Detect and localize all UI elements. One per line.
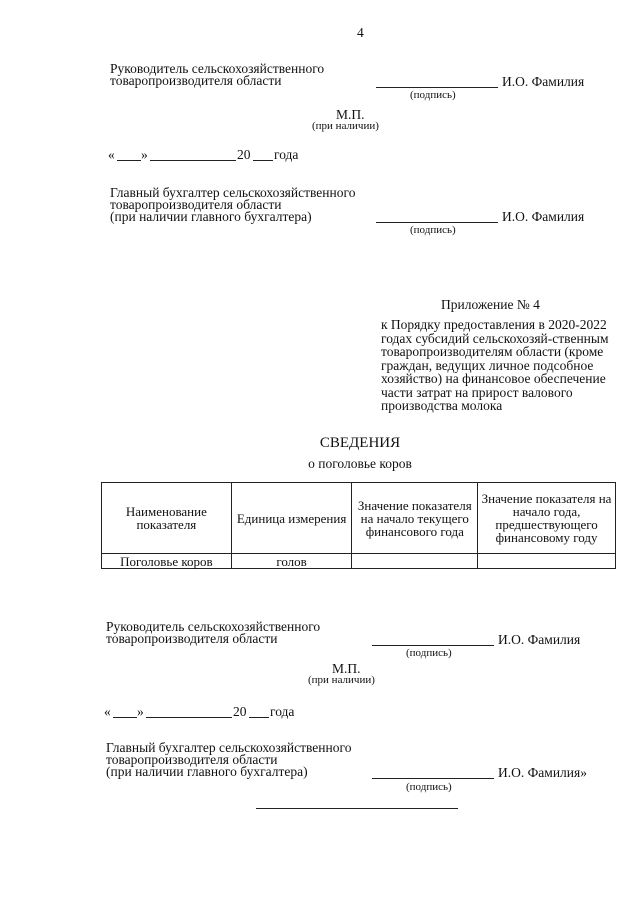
- head2-signature-line: [372, 645, 494, 646]
- stamp2-label: М.П.: [332, 661, 361, 676]
- accountant2-title-line3: (при наличии главного бухгалтера): [106, 764, 308, 779]
- cows-table: [101, 482, 616, 569]
- head2-title-line2: товаропроизводителя области: [106, 631, 278, 646]
- stamp2-note: (при наличии): [308, 674, 375, 686]
- accountant2-title-line2: товаропроизводителя области: [106, 752, 278, 767]
- accountant2-title-line1: Главный бухгалтер сельскохозяйственного: [106, 740, 352, 755]
- accountant2-signature-caption: (подпись): [406, 781, 452, 793]
- accountant-title-line3: (при наличии главного бухгалтера): [110, 209, 312, 224]
- appendix-text: к Порядку предоставления в 2020-2022 годах субсидий сельскохозяй-ственным товаропроизводителям области (кроме граждан, ведущих личное подсобное хозяйство) на финансовое обеспечение части затрат на прирост валового производства молока: [381, 317, 609, 413]
- head2-title-line1: Руководитель сельскохозяйственного: [106, 619, 321, 634]
- appendix-title: Приложение № 4: [441, 297, 540, 312]
- table-cell: [478, 554, 616, 569]
- accountant-title-line2: товаропроизводителя области: [110, 197, 282, 212]
- table-cell: Поголовье коров: [102, 554, 232, 569]
- table-row: [102, 554, 616, 569]
- table-header-cell: Наименование показателя: [102, 483, 232, 554]
- table-header-row: [102, 483, 616, 554]
- report-title: СВЕДЕНИЯ: [319, 435, 401, 451]
- accountant2-signature-line: [372, 778, 494, 779]
- accountant-signature-name: И.О. Фамилия: [502, 209, 585, 224]
- stamp-note: (при наличии): [312, 120, 379, 132]
- closing-rule: [256, 808, 458, 809]
- report-subtitle: о поголовье коров: [308, 456, 412, 471]
- head-signature-line: [376, 87, 498, 88]
- head2-signature-name: И.О. Фамилия: [498, 632, 581, 647]
- accountant-signature-caption: (подпись): [410, 224, 456, 236]
- page-number: 4: [357, 25, 364, 40]
- table-header-cell: Значение показателя на начало года, предшествующего финансовому году: [478, 483, 616, 554]
- head2-signature-caption: (подпись): [406, 647, 452, 659]
- table-cell: [352, 554, 478, 569]
- table-header-cell: Единица измерения: [231, 483, 352, 554]
- head-signature-caption: (подпись): [410, 89, 456, 101]
- accountant2-signature-name: И.О. Фамилия»: [498, 765, 587, 780]
- head-signature-name: И.О. Фамилия: [502, 74, 585, 89]
- head-title-line1: Руководитель сельскохозяйственного: [110, 61, 325, 76]
- accountant-title-line1: Главный бухгалтер сельскохозяйственного: [110, 185, 356, 200]
- head-title-line2: товаропроизводителя области: [110, 73, 282, 88]
- table-header-cell: Значение показателя на начало текущего финансового года: [352, 483, 478, 554]
- table-cell: голов: [231, 554, 352, 569]
- accountant-signature-line: [376, 222, 498, 223]
- stamp-label: М.П.: [336, 107, 365, 122]
